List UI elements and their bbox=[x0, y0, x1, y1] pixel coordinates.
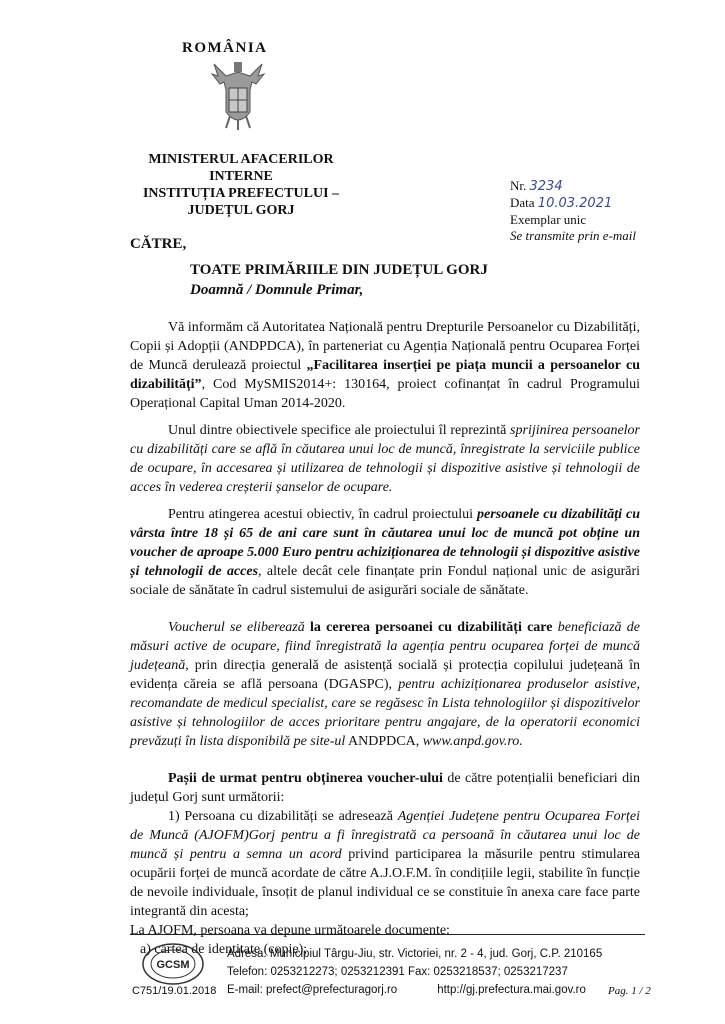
date-label: Data bbox=[510, 195, 535, 210]
paragraph-1 bbox=[130, 318, 640, 413]
p3-text: Pentru atingerea acestui obiectiv, în cadrul proiectului bbox=[168, 507, 478, 522]
p6-end: privind participarea la măsurile pentru stimularea ocupării forței de muncă acordate de către A.J.O.F.M. în condițiile legii, stabilite în funcție de nevoile individuale, însoțit de planul individual ce se constituie în anexa care face parte integrantă din acesta; bbox=[130, 847, 641, 919]
p2-text: Unul dintre obiectivele specifice ale proiectului îl reprezintă bbox=[168, 423, 511, 438]
certificate-code: C751/19.01.2018 bbox=[132, 985, 217, 997]
footer-email: E-mail: prefect@prefecturagorj.ro bbox=[227, 984, 398, 996]
paragraph-6 bbox=[130, 807, 640, 921]
footer-web: http://gj.prefectura.mai.gov.ro bbox=[437, 984, 586, 996]
p1-text: Vă informăm că Autoritatea Națională pentru Drepturile Persoanelor cu Dizabilități, Copii și Adopții (ANDPDCA), în parteneriat cu Agenția Națională pentru Ocuparea Forței de Muncă derulează proiectul bbox=[130, 320, 640, 373]
footer-contacts bbox=[227, 945, 602, 999]
p4-normal-1: , prin direcția generală de asistență socială și protecția copilului județeană în evidența căreia se află persoana (DGASPC), bbox=[130, 658, 640, 692]
p6-text: 1) Persoana cu dizabilități se adresează bbox=[168, 809, 398, 824]
paragraph-7: La AJOFM, persoana va depune următoarele documente: bbox=[130, 923, 450, 938]
p4-italic-1: Voucherul se eliberează bbox=[168, 620, 311, 635]
p3-bold-italic: persoanele cu dizabilități cu vârsta între 18 și 65 de ani care sunt în căutarea unui loc de muncă pot obține un voucher de aproape 5.000 Euro pentru achiziționarea de tehnologii și dispozitive asistive și tehnologii de acces bbox=[130, 507, 640, 579]
copy-note: Exemplar unic bbox=[510, 212, 587, 227]
p2-italic: sprijinirea persoanelor cu dizabilități care se află în căutarea unui loc de muncă, înregistrate la serviciile publice de ocupare, în accesarea și utilizarea de tehnologii și dispozitive asistive și tehnologii de acces în vederea creșterii șanselor de ocupare. bbox=[130, 423, 640, 495]
footer-address: Adresa: Municipiul Târgu-Jiu, str. Victoriei, nr. 2 - 4, jud. Gorj, C.P. 210165 bbox=[227, 948, 603, 960]
paragraph-2 bbox=[130, 421, 640, 497]
p3-end: , altele decât cele finanțate prin Fondul național unic de asigurări sociale de sănătate în cadrul sistemului de asigurări sociale de sănătate. bbox=[130, 564, 640, 598]
p4-normal-2: ANDPDCA, bbox=[345, 734, 423, 749]
paragraph-4 bbox=[130, 618, 640, 751]
p5-text: de către potențialii beneficiari din județul Gorj sunt următorii: bbox=[130, 771, 640, 805]
website-link: www.anpd.gov.ro. bbox=[422, 734, 523, 749]
footer-phone: Telefon: 0253212273; 0253212391 Fax: 0253218537; 0253217237 bbox=[227, 966, 568, 978]
paragraph-5 bbox=[130, 769, 640, 807]
salutation: Doamnă / Domnule Primar, bbox=[190, 282, 364, 298]
p4-bold: la cererea persoanei cu dizabilități care bbox=[310, 620, 553, 635]
country-title: ROMÂNIA bbox=[182, 40, 268, 56]
page-number: Pag. 1 / 2 bbox=[608, 985, 651, 997]
p4-italic-2: beneficiază de măsuri active de ocupare, fiind înregistrată la agenția pentru ocuparea forței de muncă județeană bbox=[130, 620, 640, 673]
nr-value: 3234 bbox=[529, 179, 563, 194]
coat-of-arms-icon bbox=[210, 60, 266, 132]
transmit-note: Se transmite prin e-mail bbox=[510, 228, 637, 243]
ministry-heading bbox=[116, 151, 366, 219]
ministry-line-2: INSTITUȚIA PREFECTULUI – JUDEȚUL GORJ bbox=[142, 186, 340, 218]
addressee-label: CĂTRE, bbox=[130, 236, 187, 252]
steps-heading: Pașii de urmat pentru obținerea voucher-ului bbox=[168, 771, 443, 786]
p1-end: , Cod MySMIS2014+: 130164, proiect cofinanțat în cadrul Programului Operațional Capital Uman 2014-2020. bbox=[130, 377, 640, 411]
nr-label: Nr. bbox=[510, 178, 527, 193]
logo-text: GCSM bbox=[156, 959, 190, 971]
document-meta bbox=[510, 178, 636, 244]
project-title: „Facilitarea inserției pe piața muncii a persoanelor cu dizabilități” bbox=[130, 358, 640, 392]
recipients: TOATE PRIMĂRIILE DIN JUDEȚUL GORJ bbox=[190, 262, 488, 278]
p4-italic-3: pentru achiziționarea produselor asistive, recomandate de medicul specialist, care se regăsesc în Lista tehnologiilor și dispozitivelor asistive și tehnologiilor de acces prioritare pentru angajare, de la operatorii economici prevăzuți în lista disponibilă pe site-ul bbox=[130, 677, 640, 749]
certification-logo-icon bbox=[140, 942, 206, 986]
ministry-line-1: MINISTERUL AFACERILOR INTERNE bbox=[148, 152, 334, 184]
list-item-a: a) cartea de identitate (copie); bbox=[140, 942, 308, 957]
date-value: 10.03.2021 bbox=[537, 196, 613, 211]
letter-body bbox=[130, 318, 640, 959]
p6-italic: Agenției Județene pentru Ocuparea Forței de Muncă (AJOFM)Gorj pentru a fi înregistrată ca persoană în căutarea unui loc de muncă și pentru a semna un acord bbox=[130, 809, 641, 862]
paragraph-3 bbox=[130, 505, 640, 600]
footer-divider bbox=[130, 934, 645, 935]
